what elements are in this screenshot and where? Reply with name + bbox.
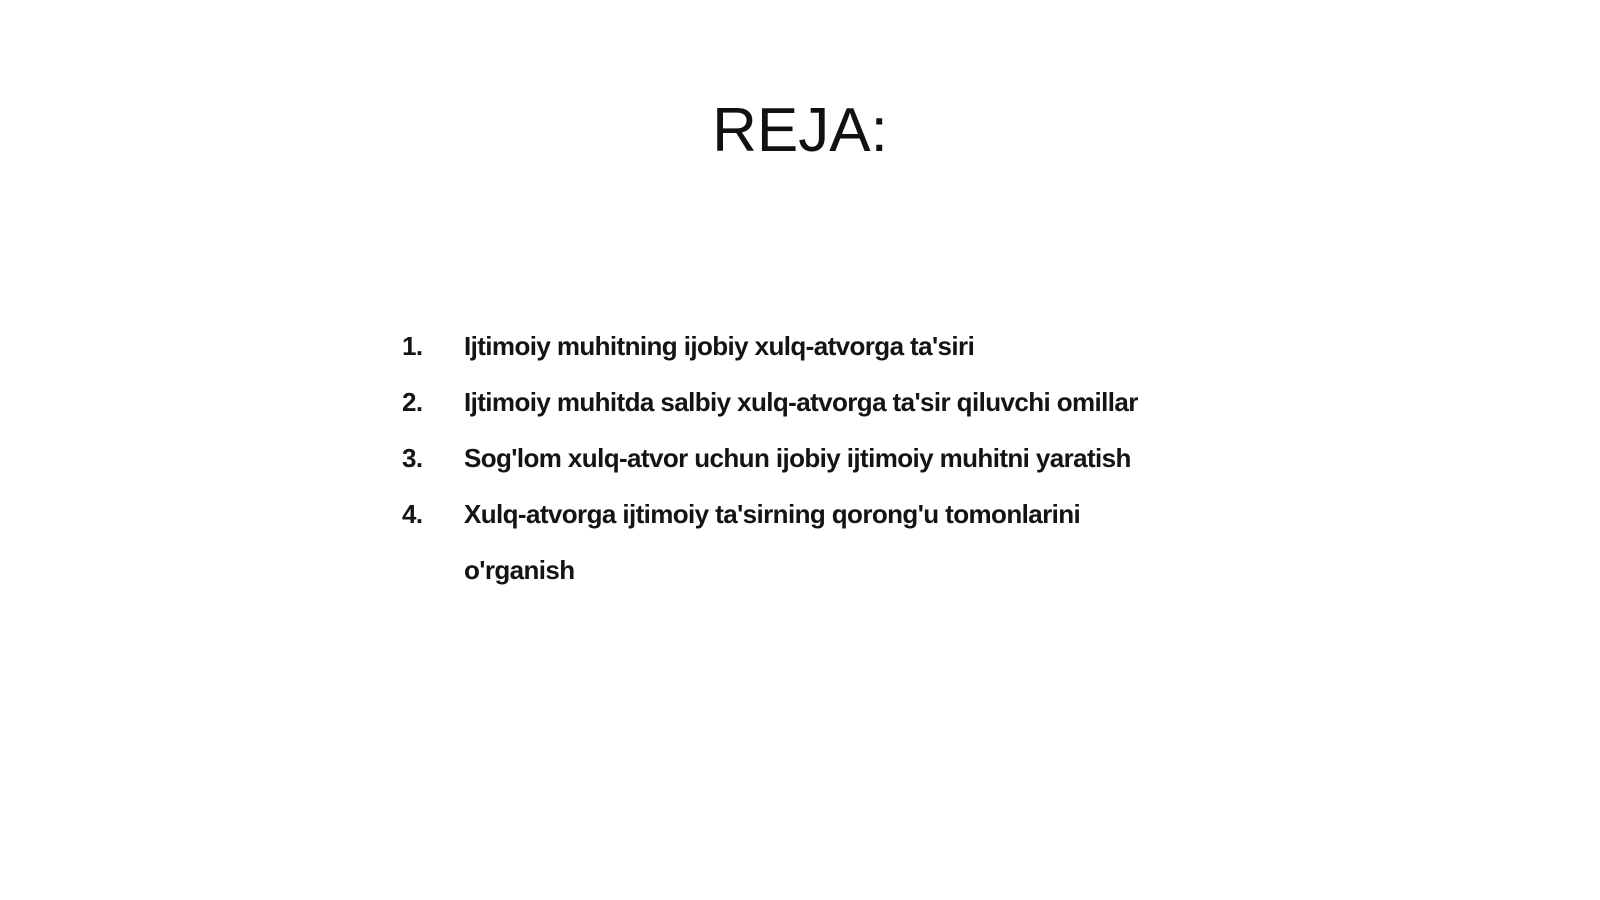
plan-item-text: Xulq-atvorga ijtimoiy ta'sirning qorong'u tomonlarini o'rganish bbox=[464, 499, 1081, 585]
plan-item-number: 4. bbox=[402, 499, 423, 529]
plan-item-text: Ijtimoiy muhitning ijobiy xulq-atvorga ta'siri bbox=[464, 331, 975, 361]
plan-item-text: Ijtimoiy muhitda salbiy xulq-atvorga ta'sir qiluvchi omillar bbox=[464, 387, 1138, 417]
plan-item-4 bbox=[402, 486, 1162, 598]
plan-item-number: 2. bbox=[402, 387, 423, 417]
plan-item-number: 1. bbox=[402, 331, 423, 361]
slide-title: REJA: bbox=[712, 96, 888, 165]
plan-item-3 bbox=[402, 430, 1162, 486]
plan-item-text: Sog'lom xulq-atvor uchun ijobiy ijtimoiy muhitni yaratish bbox=[464, 443, 1131, 473]
plan-item-1 bbox=[402, 318, 1162, 374]
plan-list bbox=[402, 318, 1162, 598]
plan-item-2 bbox=[402, 374, 1162, 430]
plan-item-number: 3. bbox=[402, 443, 423, 473]
